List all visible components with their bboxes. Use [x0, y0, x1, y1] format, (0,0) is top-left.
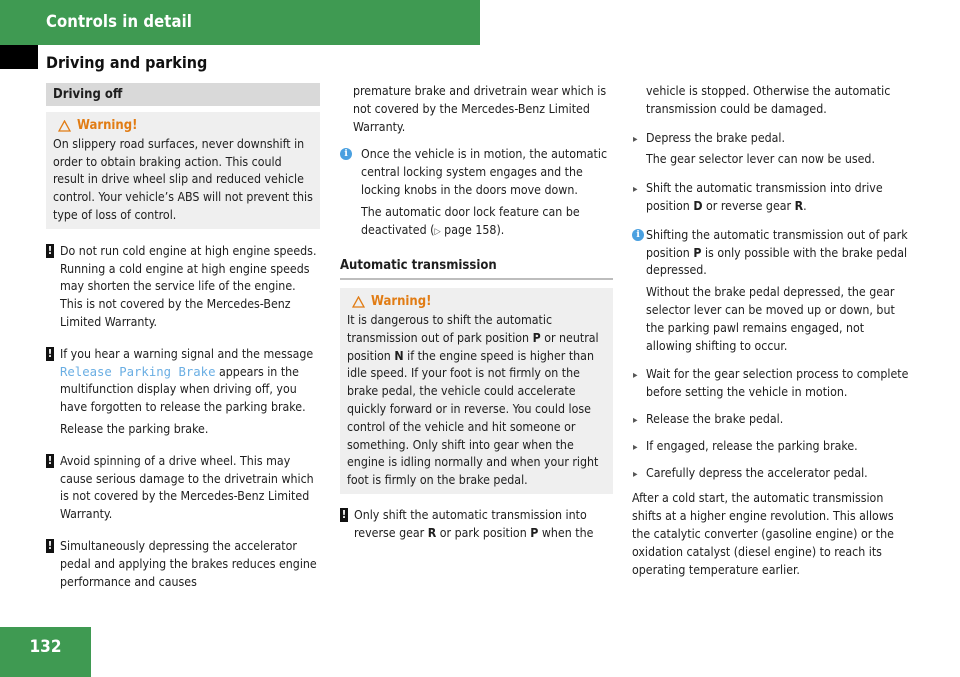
step-release-parking-brake: [632, 438, 912, 456]
arrow-right-icon: ▸: [633, 184, 638, 196]
chapter-title: Controls in detail: [46, 12, 192, 31]
section-heading-driving-off: Driving off: [46, 83, 320, 106]
warning-box: [46, 112, 320, 229]
step-depress-brake: [632, 130, 912, 170]
arrow-right-icon: ▸: [633, 370, 638, 382]
note-text: Avoid spinning of a drive wheel. This may cause serious damage to the drivetrain which is not covered by the Mercedes-Benz Limited Warranty.: [60, 453, 314, 522]
info-park-position: [632, 227, 912, 356]
page-ref-arrow-icon: ▷: [434, 226, 441, 237]
note-text: Simultaneously depressing the accelerator pedal and applying the brakes reduces engine performance and causes: [60, 538, 317, 589]
note-cold-engine: [46, 243, 320, 332]
exclamation-icon: !: [47, 346, 53, 360]
step-subtext: The gear selector lever can now be used.: [646, 152, 875, 167]
continued-text: vehicle is stopped. Otherwise the automatic transmission could be damaged.: [646, 84, 891, 116]
info-subtext: The automatic door lock feature can be deactivated (▷ page 158).: [361, 204, 580, 237]
exclamation-icon: !: [47, 243, 53, 257]
info-locking: [340, 146, 613, 241]
note-pedals: [46, 538, 320, 591]
note-text: Do not run cold engine at high engine speeds. Running a cold engine at high engine speeds may shorten the service life of the engine. This is not covered by the Mercedes-Benz Limited Warranty.: [60, 243, 317, 329]
arrow-right-icon: ▸: [633, 468, 638, 480]
heading-automatic-transmission: Automatic transmission: [340, 257, 613, 280]
column-2: [340, 83, 613, 543]
column-3: [632, 83, 912, 579]
info-text: Once the vehicle is in motion, the automatic central locking system engages and the locking knobs in the doors move down.: [361, 147, 608, 197]
step-text: Carefully depress the accelerator pedal.: [646, 465, 868, 480]
step-text: Depress the brake pedal.: [646, 130, 786, 145]
step-accelerator: [632, 465, 912, 483]
note-reverse-park: [340, 507, 613, 543]
warning-text: On slippery road surfaces, never downshift in order to obtain braking action. This could result in drive wheel slip and reduced vehicle control. Your vehicle’s ABS will not prevent this type of loss of control.: [53, 136, 313, 222]
warning-triangle-icon: [58, 120, 71, 132]
step-shift-drive: [632, 180, 912, 216]
display-message: Release Parking Brake: [60, 364, 216, 379]
info-subtext: Without the brake pedal depressed, the gear selector lever can be moved up or down, but the parking pawl remains engaged, not allowing shifting to occur.: [646, 285, 895, 353]
step-wait: [632, 366, 912, 402]
section-subtitle: Driving and parking: [46, 53, 208, 72]
info-icon: i: [340, 148, 352, 160]
warning-triangle-icon: [352, 296, 365, 308]
warning-title-text: Warning!: [371, 294, 432, 310]
note-parking-brake: [46, 346, 320, 439]
note-text: Only shift the automatic transmission into reverse gear R or park position P when the: [354, 507, 594, 540]
exclamation-icon: !: [47, 453, 53, 467]
warning-title-text: Warning!: [77, 118, 138, 133]
page-number: 132: [29, 637, 62, 657]
info-icon: i: [632, 229, 644, 241]
note-wheel-spin: [46, 453, 320, 524]
info-text: Shifting the automatic transmission out of park position P is only possible with the brake pedal depressed.: [646, 227, 908, 278]
step-text: If engaged, release the parking brake.: [646, 438, 858, 453]
warning-box: [340, 288, 613, 494]
note-subtext: Release the parking brake.: [60, 421, 209, 436]
header-marker: [0, 45, 38, 69]
exclamation-icon: !: [47, 538, 53, 552]
warning-title: [53, 117, 313, 135]
arrow-right-icon: ▸: [633, 441, 638, 453]
arrow-right-icon: ▸: [633, 414, 638, 426]
step-text: Shift the automatic transmission into drive position D or reverse gear R.: [646, 181, 883, 213]
warning-title: [347, 293, 606, 311]
column-1: [46, 83, 320, 591]
warning-text: It is dangerous to shift the automatic transmission out of park position P or neutral position N if the engine speed is higher than idle speed. If your foot is not firmly on the brake pedal, the vehicle could accelerate quickly forward or in reverse. You could lose control of the vehicle and hit someone or something. Only shift into gear when the engine is idling normally and when your right foot is firmly on the brake pedal.: [347, 312, 599, 488]
continued-text: premature brake and drivetrain wear which is not covered by the Mercedes-Benz Limited Warranty.: [353, 84, 607, 134]
exclamation-icon: !: [341, 507, 347, 521]
step-text: Wait for the gear selection process to complete before setting the vehicle in motion.: [646, 367, 909, 400]
step-release-brake-pedal: [632, 411, 912, 429]
cold-start-paragraph: After a cold start, the automatic transmission shifts at a higher engine revolution. This allows the catalytic converter (gasoline engine) or the oxidation catalyst (diesel engine) to reach its operating temperature earlier.: [632, 491, 894, 577]
arrow-right-icon: ▸: [633, 133, 638, 145]
step-text: Release the brake pedal.: [646, 411, 784, 426]
note-text: If you hear a warning signal and the message Release Parking Brake appears in the multifunction display when driving off, you have forgotten to release the parking brake.: [60, 346, 314, 415]
